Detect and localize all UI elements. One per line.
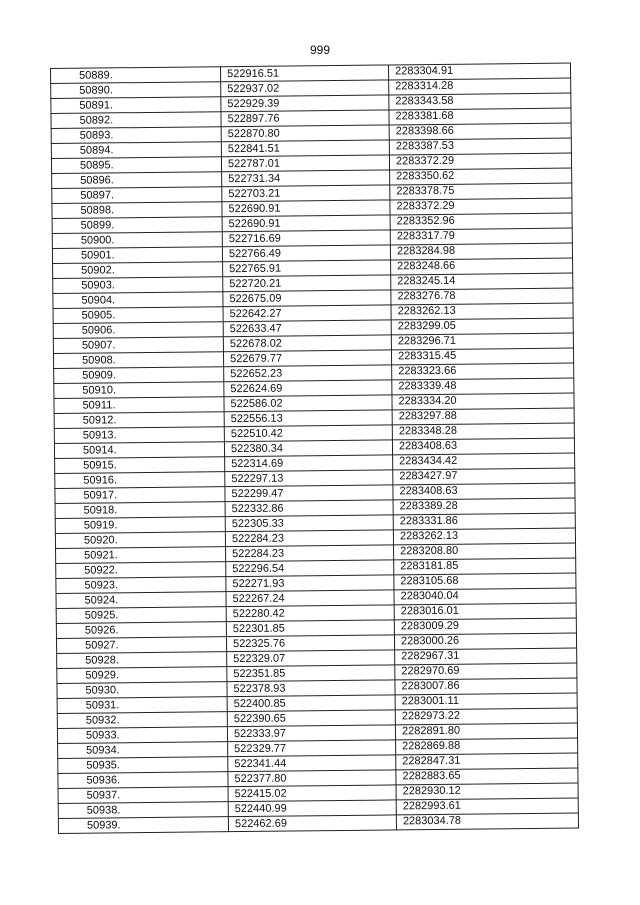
y-coordinate-cell: 2283317.79: [390, 228, 572, 245]
x-coordinate-cell: 522678.02: [223, 335, 391, 352]
x-coordinate-cell: 522720.21: [223, 275, 391, 292]
x-coordinate-cell: 522462.69: [228, 815, 396, 832]
point-number-cell: 50903.: [53, 277, 223, 294]
point-number-cell: 50923.: [56, 577, 226, 594]
x-coordinate-cell: 522897.76: [221, 110, 389, 127]
x-coordinate-cell: 522731.34: [222, 170, 390, 187]
point-number-cell: 50905.: [53, 307, 223, 324]
y-coordinate-cell: 2283372.29: [390, 198, 572, 215]
point-number-cell: 50898.: [52, 202, 222, 219]
y-coordinate-cell: 2283339.48: [392, 378, 574, 395]
y-coordinate-cell: 2282883.65: [396, 768, 578, 785]
x-coordinate-cell: 522870.80: [221, 125, 389, 142]
coordinates-table: [50, 63, 579, 834]
y-coordinate-cell: 2283434.42: [393, 453, 575, 470]
point-number-cell: 50914.: [54, 442, 224, 459]
point-number-cell: 50932.: [57, 712, 227, 729]
point-number-cell: 50917.: [55, 487, 225, 504]
x-coordinate-cell: 522652.23: [224, 365, 392, 382]
point-number-cell: 50918.: [55, 502, 225, 519]
point-number-cell: 50892.: [51, 112, 221, 129]
x-coordinate-cell: 522351.85: [227, 665, 395, 682]
y-coordinate-cell: 2282847.31: [396, 753, 578, 770]
point-number-cell: 50897.: [52, 187, 222, 204]
coordinates-table-body: [51, 63, 579, 833]
x-coordinate-cell: 522716.69: [222, 230, 390, 247]
point-number-cell: 50919.: [55, 517, 225, 534]
point-number-cell: 50901.: [52, 247, 222, 264]
y-coordinate-cell: 2283378.75: [390, 183, 572, 200]
x-coordinate-cell: 522341.44: [228, 755, 396, 772]
x-coordinate-cell: 522329.07: [227, 650, 395, 667]
y-coordinate-cell: 2283352.96: [390, 213, 572, 230]
y-coordinate-cell: 2283315.45: [391, 348, 573, 365]
x-coordinate-cell: 522378.93: [227, 680, 395, 697]
x-coordinate-cell: 522633.47: [223, 320, 391, 337]
point-number-cell: 50900.: [52, 232, 222, 249]
y-coordinate-cell: 2283304.91: [388, 63, 570, 80]
x-coordinate-cell: 522415.02: [228, 785, 396, 802]
point-number-cell: 50895.: [51, 157, 221, 174]
x-coordinate-cell: 522377.80: [228, 770, 396, 787]
point-number-cell: 50921.: [56, 547, 226, 564]
x-coordinate-cell: 522624.69: [224, 380, 392, 397]
point-number-cell: 50911.: [54, 397, 224, 414]
x-coordinate-cell: 522787.01: [221, 155, 389, 172]
y-coordinate-cell: 2283245.14: [391, 273, 573, 290]
point-number-cell: 50890.: [51, 82, 221, 99]
y-coordinate-cell: 2283408.63: [393, 483, 575, 500]
x-coordinate-cell: 522297.13: [225, 470, 393, 487]
y-coordinate-cell: 2282993.61: [396, 798, 578, 815]
point-number-cell: 50933.: [57, 727, 227, 744]
y-coordinate-cell: 2283314.28: [389, 78, 571, 95]
x-coordinate-cell: 522296.54: [226, 560, 394, 577]
x-coordinate-cell: 522929.39: [221, 95, 389, 112]
y-coordinate-cell: 2283331.86: [393, 513, 575, 530]
y-coordinate-cell: 2283000.26: [394, 633, 576, 650]
point-number-cell: 50935.: [58, 757, 228, 774]
y-coordinate-cell: 2283297.88: [392, 408, 574, 425]
x-coordinate-cell: 522301.85: [226, 620, 394, 637]
y-coordinate-cell: 2283262.13: [393, 528, 575, 545]
x-coordinate-cell: 522766.49: [222, 245, 390, 262]
point-number-cell: 50910.: [54, 382, 224, 399]
x-coordinate-cell: 522841.51: [221, 140, 389, 157]
y-coordinate-cell: 2283284.98: [390, 243, 572, 260]
x-coordinate-cell: 522586.02: [224, 395, 392, 412]
point-number-cell: 50908.: [53, 352, 223, 369]
y-coordinate-cell: 2283381.68: [389, 108, 571, 125]
y-coordinate-cell: 2282891.80: [395, 723, 577, 740]
y-coordinate-cell: 2282973.22: [395, 708, 577, 725]
x-coordinate-cell: 522400.85: [227, 695, 395, 712]
x-coordinate-cell: 522690.91: [222, 200, 390, 217]
point-number-cell: 50912.: [54, 412, 224, 429]
x-coordinate-cell: 522556.13: [224, 410, 392, 427]
y-coordinate-cell: 2283372.29: [389, 153, 571, 170]
point-number-cell: 50907.: [53, 337, 223, 354]
point-number-cell: 50924.: [56, 592, 226, 609]
point-number-cell: 50926.: [56, 622, 226, 639]
point-number-cell: 50937.: [58, 787, 228, 804]
y-coordinate-cell: 2283262.13: [391, 303, 573, 320]
point-number-cell: 50894.: [51, 142, 221, 159]
x-coordinate-cell: 522299.47: [225, 485, 393, 502]
point-number-cell: 50928.: [57, 652, 227, 669]
y-coordinate-cell: 2283296.71: [391, 333, 573, 350]
x-coordinate-cell: 522510.42: [224, 425, 392, 442]
point-number-cell: 50931.: [57, 697, 227, 714]
point-number-cell: 50891.: [51, 97, 221, 114]
point-number-cell: 50916.: [55, 472, 225, 489]
point-number-cell: 50889.: [51, 67, 221, 84]
point-number-cell: 50896.: [52, 172, 222, 189]
x-coordinate-cell: 522765.91: [223, 260, 391, 277]
x-coordinate-cell: 522271.93: [226, 575, 394, 592]
page-number: 999: [309, 43, 331, 57]
y-coordinate-cell: 2283348.28: [392, 423, 574, 440]
point-number-cell: 50922.: [56, 562, 226, 579]
point-number-cell: 50938.: [58, 802, 228, 819]
point-number-cell: 50930.: [57, 682, 227, 699]
y-coordinate-cell: 2283299.05: [391, 318, 573, 335]
y-coordinate-cell: 2283276.78: [391, 288, 573, 305]
y-coordinate-cell: 2283387.53: [389, 138, 571, 155]
point-number-cell: 50936.: [58, 772, 228, 789]
y-coordinate-cell: 2283408.63: [392, 438, 574, 455]
y-coordinate-cell: 2283323.66: [392, 363, 574, 380]
y-coordinate-cell: 2283208.80: [394, 543, 576, 560]
x-coordinate-cell: 522390.65: [227, 710, 395, 727]
x-coordinate-cell: 522675.09: [223, 290, 391, 307]
y-coordinate-cell: 2283009.29: [394, 618, 576, 635]
x-coordinate-cell: 522642.27: [223, 305, 391, 322]
x-coordinate-cell: 522305.33: [225, 515, 393, 532]
point-number-cell: 50893.: [51, 127, 221, 144]
x-coordinate-cell: 522284.23: [225, 530, 393, 547]
point-number-cell: 50904.: [53, 292, 223, 309]
x-coordinate-cell: 522440.99: [228, 800, 396, 817]
point-number-cell: 50899.: [52, 217, 222, 234]
x-coordinate-cell: 522333.97: [227, 725, 395, 742]
x-coordinate-cell: 522332.86: [225, 500, 393, 517]
x-coordinate-cell: 522380.34: [224, 440, 392, 457]
point-number-cell: 50934.: [58, 742, 228, 759]
y-coordinate-cell: 2283350.62: [390, 168, 572, 185]
point-number-cell: 50920.: [55, 532, 225, 549]
y-coordinate-cell: 2283040.04: [394, 588, 576, 605]
point-number-cell: 50925.: [56, 607, 226, 624]
y-coordinate-cell: 2283181.85: [394, 558, 576, 575]
y-coordinate-cell: 2283343.58: [389, 93, 571, 110]
point-number-cell: 50939.: [58, 817, 228, 834]
x-coordinate-cell: 522284.23: [226, 545, 394, 562]
y-coordinate-cell: 2283334.20: [392, 393, 574, 410]
point-number-cell: 50902.: [53, 262, 223, 279]
point-number-cell: 50915.: [55, 457, 225, 474]
x-coordinate-cell: 522690.91: [222, 215, 390, 232]
x-coordinate-cell: 522325.76: [226, 635, 394, 652]
x-coordinate-cell: 522916.51: [220, 65, 388, 82]
y-coordinate-cell: 2283389.28: [393, 498, 575, 515]
point-number-cell: 50927.: [56, 637, 226, 654]
x-coordinate-cell: 522703.21: [222, 185, 390, 202]
y-coordinate-cell: 2283248.66: [391, 258, 573, 275]
x-coordinate-cell: 522329.77: [228, 740, 396, 757]
point-number-cell: 50906.: [53, 322, 223, 339]
y-coordinate-cell: 2283007.86: [395, 678, 577, 695]
x-coordinate-cell: 522679.77: [223, 350, 391, 367]
x-coordinate-cell: 522280.42: [226, 605, 394, 622]
coordinates-table-wrapper: [50, 63, 578, 834]
point-number-cell: 50909.: [54, 367, 224, 384]
point-number-cell: 50913.: [54, 427, 224, 444]
y-coordinate-cell: 2282930.12: [396, 783, 578, 800]
y-coordinate-cell: 2282869.88: [396, 738, 578, 755]
x-coordinate-cell: 522937.02: [221, 80, 389, 97]
x-coordinate-cell: 522314.69: [225, 455, 393, 472]
y-coordinate-cell: 2283016.01: [394, 603, 576, 620]
y-coordinate-cell: 2282967.31: [395, 648, 577, 665]
x-coordinate-cell: 522267.24: [226, 590, 394, 607]
y-coordinate-cell: 2283001.11: [395, 693, 577, 710]
y-coordinate-cell: 2283427.97: [393, 468, 575, 485]
point-number-cell: 50929.: [57, 667, 227, 684]
y-coordinate-cell: 2282970.69: [395, 663, 577, 680]
y-coordinate-cell: 2283398.66: [389, 123, 571, 140]
y-coordinate-cell: 2283034.78: [396, 813, 578, 830]
y-coordinate-cell: 2283105.68: [394, 573, 576, 590]
